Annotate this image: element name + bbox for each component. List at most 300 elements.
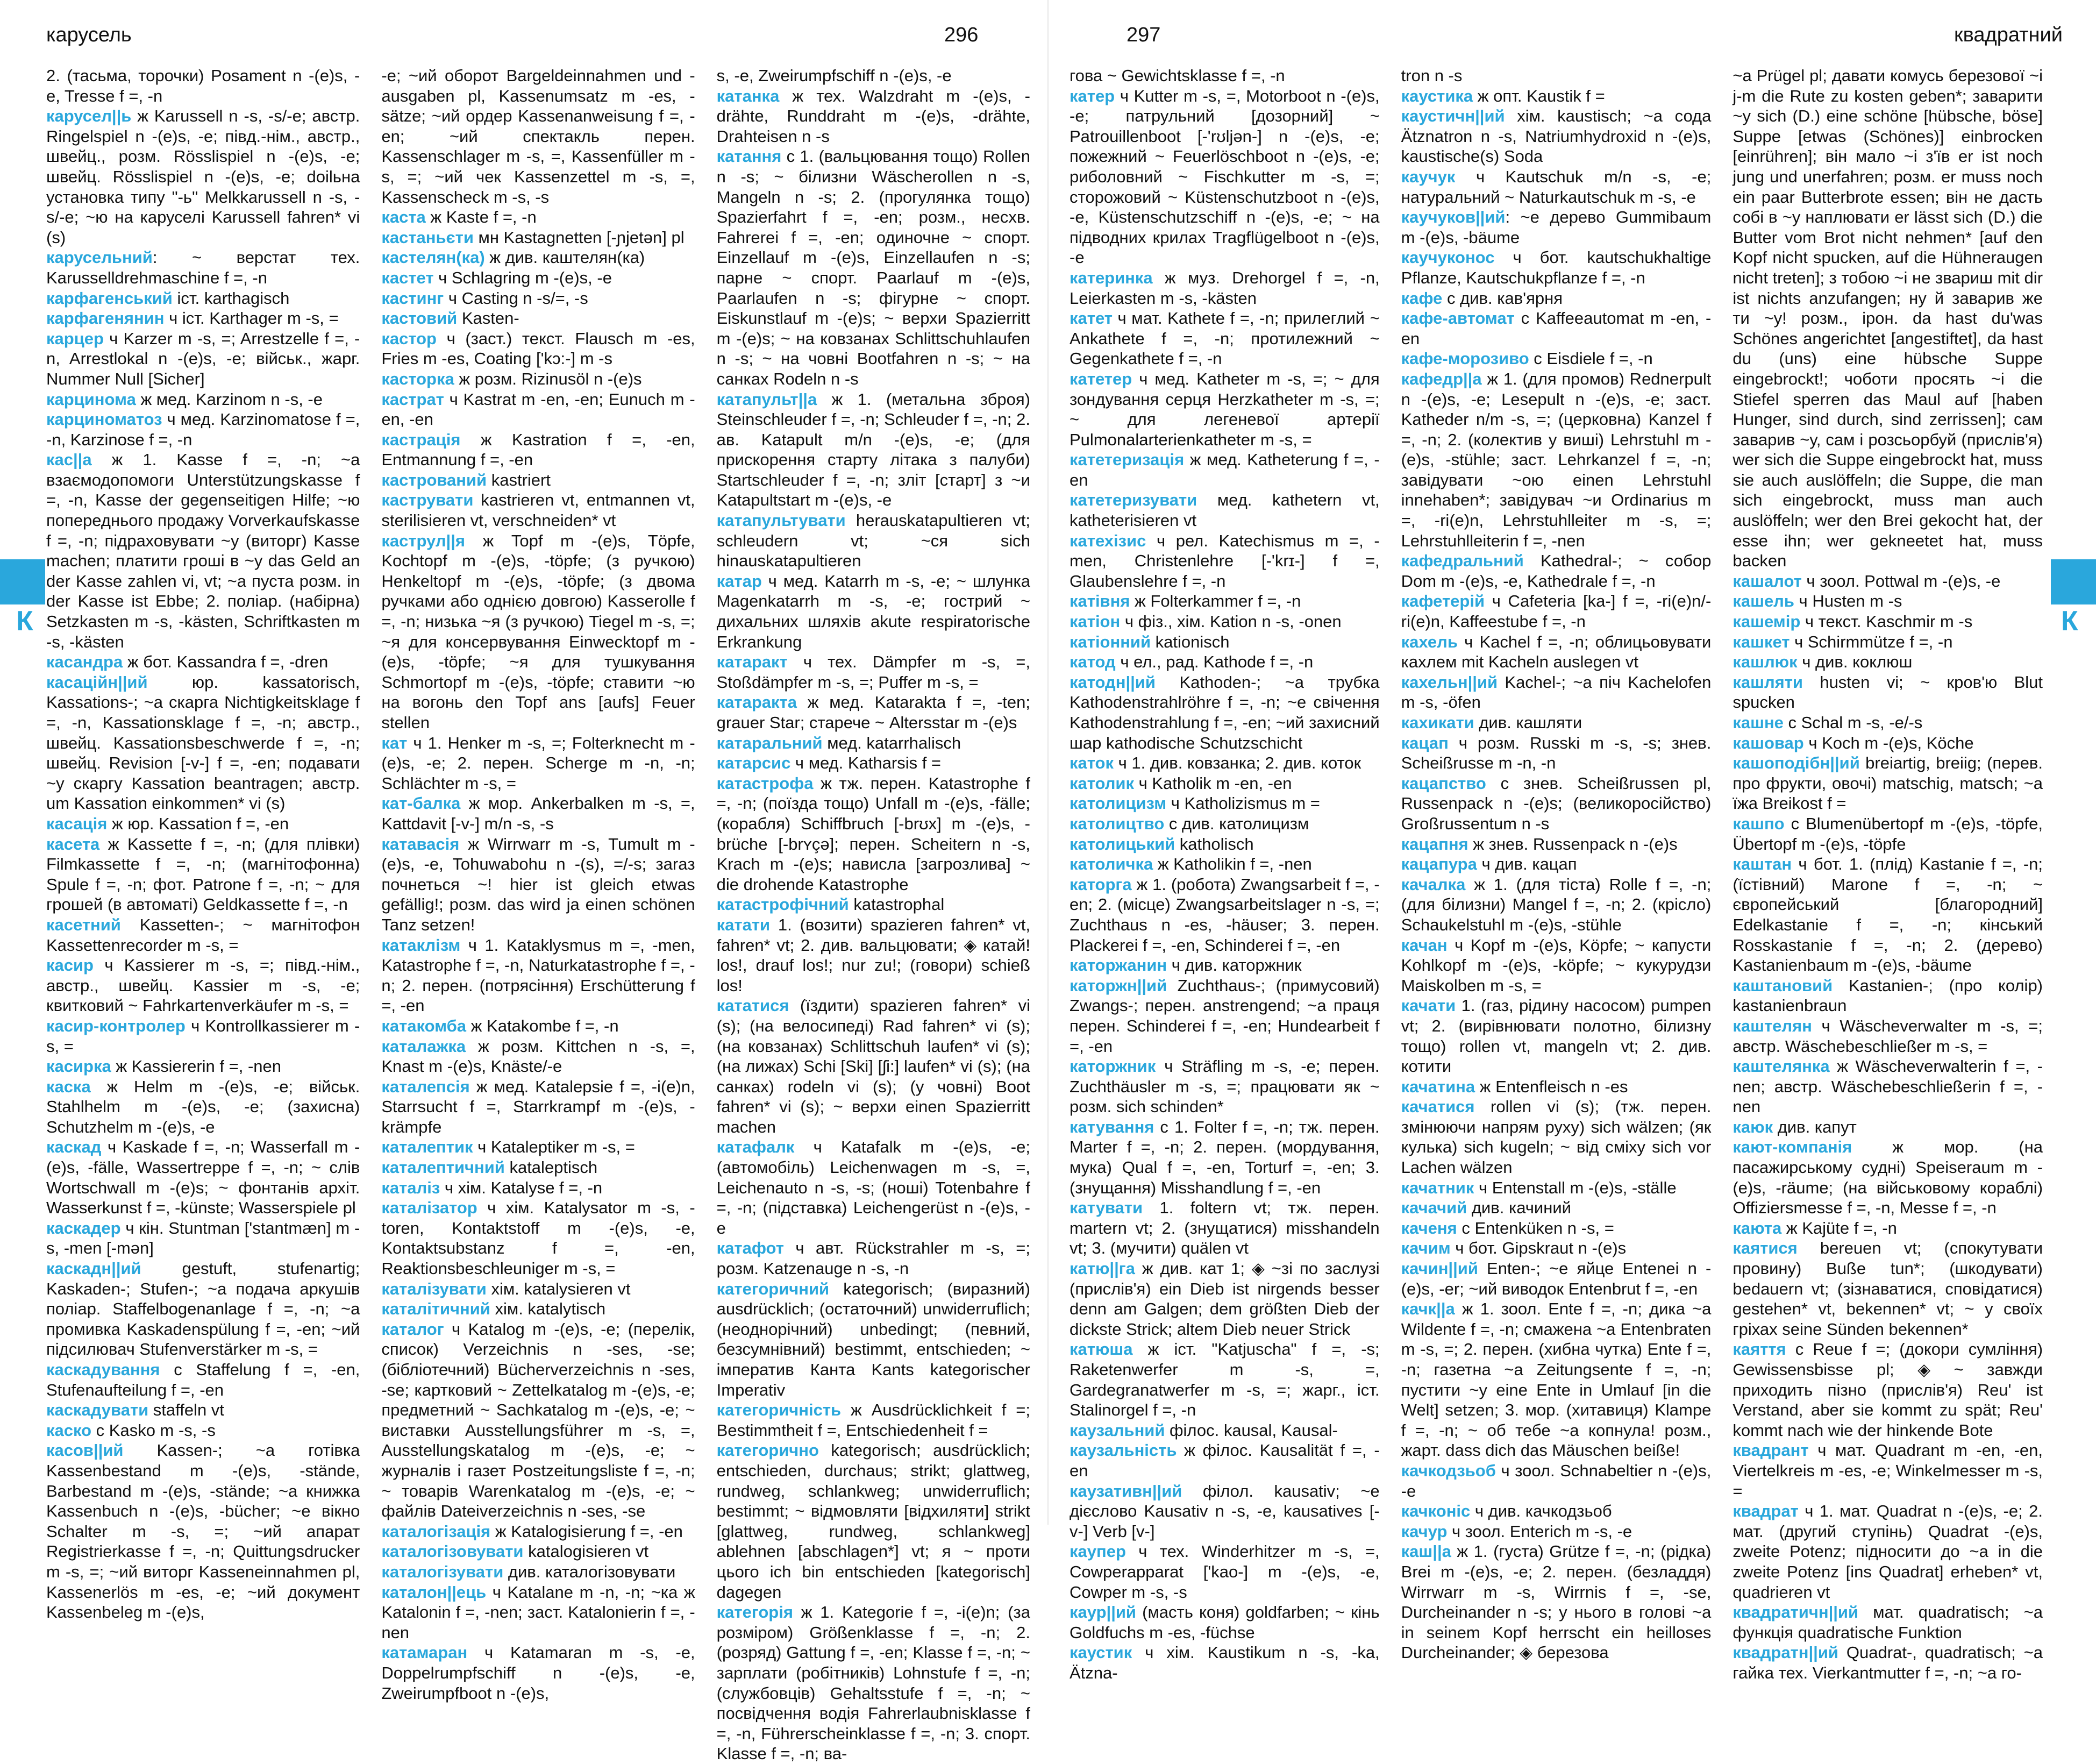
dictionary-entry <box>46 672 360 814</box>
dictionary-entry <box>381 1319 695 1521</box>
dictionary-entry <box>381 1582 695 1643</box>
entry-text: ч хім. Katalysator m -s, -toren, Kontaktstoff m -(e)s, -e, Kontaktsubstanz f =, -en, Reaktionsbeschleuniger m -s, = <box>381 1198 695 1278</box>
dictionary-entry <box>46 955 360 1016</box>
headword: катамаран <box>381 1643 468 1662</box>
entry-text: ч Karzer m -s, =; Arrestzelle f =, -n, Arrestlokal n -(e)s, -e; військ., жарг. Nummer Null [Sicher] <box>46 329 360 388</box>
headword: каторга <box>1070 874 1132 894</box>
dictionary-entry <box>381 1137 695 1157</box>
dictionary-entry <box>381 247 695 268</box>
headword: катіон <box>1070 612 1121 631</box>
dictionary-entry <box>717 510 1030 571</box>
headword: кацап <box>1401 733 1449 752</box>
headword: качачий <box>1401 1198 1467 1218</box>
headword: каторжн||ий <box>1070 976 1167 995</box>
headword: каустик <box>1070 1643 1132 1662</box>
headword: кахикати <box>1401 713 1474 732</box>
dictionary-entry <box>1733 753 2043 814</box>
entry-text: breiartig, breiig; (перев. про фрукти, овочі) matschig, matsch; ~а їжа Breikost f = <box>1733 753 2043 813</box>
dictionary-entry <box>1070 611 1380 632</box>
entry-text: хім. kaustisch; ~а сода Ätznatron n -s, Natriumhydroxid n -(e)s, kaustische(s) Soda <box>1401 106 1712 166</box>
entry-text: ж мор. Ankerbalken m -s, =, Kattdavit [-v-] m/n -s, -s <box>381 794 695 833</box>
headword: категоричність <box>716 1400 842 1420</box>
headword: каузативн||ий <box>1070 1481 1182 1500</box>
entry-text: ч див. качкодзьоб <box>1470 1502 1612 1521</box>
dictionary-entry <box>1401 773 1712 834</box>
entry-text: ч (заст.) текст. Flausch m -es, Fries m -es, Coating ['kɔ:-] m -s <box>381 329 695 368</box>
headword: каталогізувати <box>381 1562 504 1581</box>
headword: кашкет <box>1733 632 1790 651</box>
entry-text: с Staffelung f =, -en, Stufenaufteilung f =, -en <box>46 1360 360 1399</box>
dictionary-entry <box>381 389 695 430</box>
entry-text: ч Katamaran m -s, -e, Doppelrumpfschiff n -(e)s, -e, Zweirumpfboot n -(e)s, <box>381 1643 695 1703</box>
column-3 <box>716 66 1030 1763</box>
headword: катюша <box>1070 1340 1133 1359</box>
headword: карциноматоз <box>46 410 162 429</box>
headword: каскадн||ий <box>46 1259 141 1278</box>
dictionary-entry <box>381 227 695 248</box>
entry-text: ч мат. Kathete f =, -n; прилеглий ~ Ankathete f =, -n; протилежний ~ Gegenkathete f =, -n <box>1070 309 1380 368</box>
headword: католицький <box>1070 834 1175 853</box>
dictionary-entry <box>1733 571 2043 592</box>
entry-text: мед. kathetern vt, katheterisieren vt <box>1070 490 1380 530</box>
headword: касирка <box>46 1057 111 1076</box>
dictionary-entry <box>1733 1602 2043 1642</box>
dictionary-entry <box>1070 814 1380 834</box>
dictionary-entry <box>381 308 695 329</box>
dictionary-entry <box>1070 976 1380 1056</box>
headword: кашпо <box>1733 814 1785 833</box>
entry-text: Kassen-; ~а готівка Kassenbestand m -(e)s, -stände, Barbestand m -(e)s, -stände; ~а книжка Kassenbuch n -(e)s, -bücher; ~е вікно Schalter m -s, =; ~ий апарат Registrierkasse f =, -n; Quittungsdrucker m -s, =; ~ий виторг Kasseneinnahmen pl, Kassenerlös m -es, -e; ~ий документ Kassenbeleg m -(e)s, <box>46 1441 360 1622</box>
dictionary-entry <box>1733 1056 2043 1117</box>
headword: каупер <box>1070 1542 1126 1561</box>
dictionary-entry <box>1733 1440 2043 1501</box>
headword: каталітичний <box>381 1299 490 1319</box>
dictionary-entry <box>46 1077 360 1137</box>
entry-text: ч мед. Katarrh m -s, -e; ~ шлунка Magenkatarrh m -s, -e; гострий ~ дихальних шляхів akute respiratorische Erkrankung <box>716 571 1030 651</box>
headword: кат-балка <box>381 794 461 813</box>
entry-text: ч бот. kautschukhaltige Pflanze, Kautschukpflanze f =, -n <box>1401 248 1712 287</box>
dictionary-entry <box>381 733 695 794</box>
dictionary-entry <box>1733 1016 2043 1056</box>
entry-text: ж іст. "Katjuscha" f =, -s; Raketenwerfer m -s, =, Gardegranatwerfer m -s, =; жарг., іст. Stalinorgel f =, -n <box>1070 1340 1380 1420</box>
dictionary-entry <box>1401 1521 1712 1542</box>
dictionary-entry <box>717 1238 1030 1278</box>
headword: кафедр||а <box>1401 369 1482 388</box>
entry-text: с Eisdiele f =, -n <box>1529 349 1653 368</box>
entry-text: ч Katalog m -(e)s, -e; (перелік, список) Verzeichnis n -ses, -se; (бібліотечний) Bücherverzeichnis n -ses, -se; картковий ~ Zettelkatalog m -(e)s, -e; предметний ~ Sachkatalog m -(e)s, -e; ~ виставки Ausstellungsführer m -s, =, Ausstellungskatalog m -(e)s, -e; ~ журналів і газет Postzeitungsliste f =, -n; ~ товарів Warenkatalog m -(e)s, -e; ~ файлів Dateiverzeichnis n -ses, -se <box>381 1319 695 1521</box>
dictionary-entry <box>1733 1238 2043 1339</box>
dictionary-entry <box>1733 1117 2043 1137</box>
headword: катастрофа <box>716 773 814 793</box>
entry-text: ж Wäscheverwalterin f =, -nen; австр. Wäschebeschließerin f =, -nen <box>1733 1057 2043 1116</box>
dictionary-entry <box>46 1258 360 1360</box>
dictionary-entry <box>381 1077 695 1137</box>
dictionary-entry <box>1401 207 1712 247</box>
entry-text: ч фіз., хім. Kation n -s, -onen <box>1120 612 1342 631</box>
entry-text: ч зоол. Pottwal m -(e)s, -e <box>1801 571 2001 591</box>
headword: карцинома <box>46 389 136 409</box>
right-page <box>1048 0 2096 1682</box>
entry-text: хім. katalytisch <box>490 1299 606 1319</box>
headword: категорично <box>716 1441 819 1460</box>
entry-text: ч мат. Quadrant m -en, -en, Viertelkreis m -es, -e; Winkelmesser m -s, = <box>1733 1441 2043 1500</box>
dictionary-entry <box>717 1400 1030 1440</box>
headword: качим <box>1401 1239 1451 1258</box>
dictionary-entry <box>1070 1420 1380 1441</box>
entry-text: Enten-; ~е яйце Entenei n -(e)s, -er; ~ий виводок Entenbrut f =, -en <box>1401 1259 1712 1298</box>
dictionary-entry <box>46 1016 360 1056</box>
headword: кашалот <box>1733 571 1802 591</box>
column-2 <box>381 66 695 1703</box>
entry-text: herauskatapultieren vt; schleudern vt; ~ся sich hinauskatapultieren <box>716 511 1030 571</box>
entry-text: ч Koch m -(e)s, Köche <box>1803 733 1974 752</box>
dictionary-entry <box>1401 733 1712 773</box>
headword: каскад <box>46 1137 102 1157</box>
dictionary-entry <box>381 1198 695 1278</box>
dictionary-entry <box>717 894 1030 915</box>
entry-text: ж див. кат 1; ◈ ~зі по заслузі (прислів'я) ein Dieb ist nirgends besser denn am Galgen; dem größten Dieb der dickste Strick; altem Dieb neuer Strick <box>1070 1259 1380 1339</box>
headword: категорія <box>716 1603 793 1622</box>
headword: кастелян(ка) <box>381 248 485 267</box>
dictionary-entry <box>381 268 695 288</box>
dictionary-entry <box>1401 995 1712 1076</box>
entry-text: ч мед. Katharsis f = <box>790 753 942 773</box>
dictionary-entry <box>1401 106 1712 167</box>
dictionary-entry <box>1401 1198 1712 1218</box>
headword: качконіс <box>1401 1502 1471 1521</box>
dictionary-entry <box>1401 1178 1712 1198</box>
entry-text: ж Kassette f =, -n; (для плівки) Filmkassette f =, -n; (магнітофонна) Spule f =, -n; фот. Patrone f =, -n; ~ для грошей (в автоматі) Geldkassette f =, -n <box>46 834 360 914</box>
entry-text: ч Schlagring m -(e)s, -e <box>433 268 612 287</box>
entry-text: ч Cafeteria [ka-] f =, -ri(e)n/-ri(e)n, Kaffeestube f =, -n <box>1401 592 1712 631</box>
entry-text: katholisch <box>1175 834 1254 853</box>
entry-text: Kastanien-; (про колір) kastanienbraun <box>1733 976 2043 1015</box>
dictionary-entry <box>1070 1642 1380 1683</box>
entry-text: с Blumenübertopf m -(e)s, -töpfe, Übertopf m -(e)s, -töpfe <box>1733 814 2043 853</box>
entry-text: ч зоол. Enterich m -s, -e <box>1447 1521 1632 1541</box>
entry-text: ч бот. 1. (плід) Kastanie f =, -n; (їстівний) Marone f =, -n; ~ європейський [благородний] Edelkastanie f =, -n; кінський Rosskastanie f =, -n; 2. (дерево) Kastanienbaum m -(e)s, -bäume <box>1733 855 2043 975</box>
entry-text: с Entenküken n -s, = <box>1457 1218 1614 1237</box>
headword: катафалк <box>716 1137 795 1157</box>
headword: кастор <box>381 329 437 348</box>
entry-text: Kathedral-; ~ собор Dom m -(e)s, -e, Kathedrale f =, -n <box>1401 551 1712 591</box>
headword: каштановий <box>1733 976 1833 995</box>
entry-text: (масть коня) goldfarben; ~ кінь Goldfuchs m -es, -füchse <box>1070 1603 1380 1642</box>
dictionary-entry <box>1401 308 1712 348</box>
entry-text: ч Kassierer m -s, =; півд.-нім., австр., швейц. Kassier m -s, -e; квитковий ~ Fahrkartenverkäufer m -s, = <box>46 956 360 1015</box>
dictionary-entry <box>717 995 1030 1137</box>
entry-text: ч див. кацап <box>1477 855 1577 874</box>
dictionary-entry <box>1070 308 1380 369</box>
entry-text: ж Ausdrücklichkeit f =; Bestimmtheit f =, Entschiedenheit f = <box>716 1400 1030 1440</box>
dictionary-entry <box>1070 490 1380 530</box>
headword: качатник <box>1401 1178 1474 1197</box>
headword: каста <box>381 208 426 227</box>
headword: катаракта <box>716 693 797 712</box>
dictionary-entry <box>1733 591 2043 611</box>
dictionary-entry <box>381 834 695 935</box>
dictionary-entry <box>1070 773 1380 794</box>
entry-text: ч ел., рад. Kathode f =, -n <box>1115 652 1314 672</box>
headword: каучуков||ий <box>1401 208 1506 227</box>
dictionary-entry <box>717 652 1030 692</box>
entry-text: с Kaffeeautomat m -en, -en <box>1401 309 1712 348</box>
headword: катет <box>1070 309 1113 328</box>
dictionary-entry <box>46 1218 360 1258</box>
headword: каталажка <box>381 1036 466 1056</box>
dictionary-entry <box>1070 1541 1380 1602</box>
entry-text: ж знев. Russenpack n -(e)s <box>1468 834 1678 853</box>
left-page <box>0 0 1048 1763</box>
page-number-left: 296 <box>944 24 979 46</box>
section-tab-right <box>2051 559 2096 604</box>
entry-text: ч мед. Karzinomatose f =, -n, Karzinose f =, -n <box>46 410 360 449</box>
entry-text: ж 1. зоол. Ente f =, -n; дика ~а Wildente f =, -n; смажена ~а Entenbraten m -s, =; 2. перен. (хибна чутка) Ente f =, -n; газетна ~а Zeitungsente f =, -n; пустити ~у eine Ente in Umlauf [in die Welt] setzen; 3. мор. (хитавиця) Klampe f =, -n; ~ об тебе ~а копнула! розм., жарт. dass dich das Mäuschen beiße! <box>1401 1299 1712 1460</box>
entry-text: див. каталогізовувати <box>503 1562 676 1581</box>
entry-text: ч хім. Kaustikum n -s, -ka, Ätzna- <box>1070 1643 1380 1682</box>
headword: катастрофічний <box>716 895 849 914</box>
entry-text: rollen vi (s); (тж. перен. змінюючи напрям руху) sich wälzen; (як кулька) sich kugeln; ~ від сміху sich vor Lachen wälzen <box>1401 1097 1712 1177</box>
headword: кат <box>381 733 408 752</box>
entry-text: s, -e, Zweirumpfschiff n -(e)s, -e <box>716 66 952 85</box>
entry-text: ч рел. Katechismus m =, -men, Christenlehre [-'krɪ-] f =, Glaubenslehre f =, -n <box>1070 531 1380 591</box>
dictionary-entry <box>1401 551 1712 591</box>
headword: касир <box>46 956 94 975</box>
dictionary-entry <box>381 531 695 733</box>
dictionary-entry <box>381 1036 695 1077</box>
entry-text: с 1. (вальцювання тощо) Rollen n -s; ~ білизни Wäscherollen n -s, Mangeln n -s; 2. (прогулянка тощо) Spazierfahrt f =, -en; розм., несхв. Fahrerei f =, -en; одиночне ~ спорт. Einzellauf m -(e)s, Einzellaufen n -s; парне ~ спорт. Paarlauf m -(e)s, Paarlaufen n -s; фігурне ~ спорт. Eiskunstlauf m -(e)s; ~ верхи Spazierritt m -(e)s; ~ на ковзанах Schlittschuhlaufen n -s; ~ на човні Bootfahren n -s; ~ на санках Rodeln n -s <box>716 147 1030 388</box>
entry-text: ж розм. Kittchen n -s, =, Knast m -(e)s, Knäste/-e <box>381 1036 695 1076</box>
dictionary-entry <box>1070 591 1380 611</box>
headword: касов||ий <box>46 1441 124 1460</box>
entry-text: ж розм. Rizinusöl n -(e)s <box>454 369 642 388</box>
entry-text: гова ~ Gewichtsklasse f =, -n <box>1070 66 1285 85</box>
headword: кают-компанія <box>1733 1137 1852 1157</box>
dictionary-entry <box>717 915 1030 995</box>
headword: катод <box>1070 652 1116 672</box>
headword: квадрат <box>1733 1502 1799 1521</box>
dictionary-entry <box>381 935 695 1016</box>
entry-text: див. кашляти <box>1474 713 1582 732</box>
headword: кастет <box>381 268 434 287</box>
dictionary-entry <box>46 1360 360 1400</box>
headword: каштелянка <box>1733 1057 1830 1076</box>
headword: качкодзьоб <box>1401 1461 1496 1480</box>
headword: касета <box>46 834 100 853</box>
dictionary-entry <box>46 106 360 247</box>
headword: кастрат <box>381 389 444 409</box>
dictionary-entry <box>1733 854 2043 976</box>
entry-text: ж Kastration f =, -en, Entmannung f =, -en <box>381 430 695 470</box>
dictionary-entry <box>1070 753 1380 773</box>
dictionary-entry <box>381 1642 695 1703</box>
headword: касація <box>46 814 108 833</box>
dictionary-entry <box>1401 247 1712 288</box>
headword: каталогізовувати <box>381 1542 524 1561</box>
dictionary-entry <box>46 834 360 915</box>
entry-text: ж див. каштелян(ка) <box>484 248 645 267</box>
headword: катар <box>716 571 762 591</box>
dictionary-entry <box>1401 66 1712 86</box>
entry-text: ж мед. Katarakta f =, -ten; grauer Star; старече ~ Altersstar m -(e)s <box>716 693 1030 732</box>
entry-text: ч зоол. Schnabeltier n -(e)s, -e <box>1401 1461 1712 1500</box>
dictionary-entry <box>1401 167 1712 207</box>
entry-text: ж Wirrwarr m -s, Tumult m -(e)s, -e, Tohuwabohu n -(s), =/-s; заraз почнеться ~! hier ist gleich etwas gefällig!; розм. das wird ja einen schönen Tanz setzen! <box>381 834 695 934</box>
entry-text: мн Kastagnetten [-ɲjetən] pl <box>473 227 685 247</box>
entry-text: ж 1. Kasse f =, -n; ~а взаємодопомоги Unterstützungskasse f =, -n, Kasse der gegenseitigen Hilfe; ~ю попереднього продажу Vorverkaufskasse f =, -n; підраховувати ~у (виторг) Kasse machen; платити гроші в ~у das Geld an der Kasse zahlen vi, vt; ~а пуста розм. in der Kasse ist Ebbe; 2. поліар. (набірна) Setzkasten m -s, -kästen, Schriftkasten m -s, -kästen <box>46 450 360 651</box>
entry-text: staffeln vt <box>148 1400 224 1420</box>
dictionary-entry <box>1401 1258 1712 1299</box>
headword: каталізувати <box>381 1279 487 1298</box>
dictionary-entry <box>46 1137 360 1218</box>
headword: катакомба <box>381 1016 467 1035</box>
entry-text: ч кін. Stuntman ['stantmæn] m -s, -men [-mən] <box>46 1218 360 1258</box>
headword: кашель <box>1733 592 1794 611</box>
entry-text: ж Entenfleisch n -es <box>1475 1077 1628 1096</box>
entry-text: kataleptisch <box>504 1158 598 1177</box>
dictionary-entry <box>1401 854 1712 874</box>
dictionary-entry <box>1070 632 1380 652</box>
dictionary-entry <box>1070 1056 1380 1117</box>
entry-text: ч Schirmmütze f =, -n <box>1790 632 1953 651</box>
dictionary-entry <box>1070 874 1380 955</box>
headword: касандра <box>46 652 123 672</box>
dictionary-entry <box>46 1400 360 1420</box>
dictionary-entry <box>1070 450 1380 490</box>
dictionary-entry <box>46 308 360 329</box>
column-4 <box>1070 66 1380 1682</box>
headword: каюта <box>1733 1218 1782 1237</box>
dictionary-entry <box>1070 1602 1380 1642</box>
dictionary-entry <box>46 1420 360 1441</box>
headword: каустика <box>1401 86 1473 105</box>
dictionary-entry <box>1733 713 2043 733</box>
dictionary-entry <box>1401 834 1712 855</box>
headword: квадратн||ий <box>1733 1643 1838 1662</box>
dictionary-entry <box>1070 1258 1380 1339</box>
entry-text: ж мед. Karzinom n -s, -e <box>136 389 323 409</box>
entry-text: ж юр. Kassation f =, -en <box>107 814 289 833</box>
entry-text: ч Kataleptiker m -s, = <box>473 1137 635 1157</box>
dictionary-entry <box>381 288 695 309</box>
dictionary-entry <box>1070 268 1380 308</box>
dictionary-entry <box>46 247 360 288</box>
headword: катати <box>716 915 771 934</box>
entry-text: див. качиний <box>1467 1198 1571 1218</box>
headword: кастовий <box>381 309 458 328</box>
dictionary-entry <box>717 692 1030 732</box>
dictionary-entry <box>1733 976 2043 1016</box>
dictionary-entry <box>1070 672 1380 753</box>
entry-text: ч Kutter m -s, =, Motorboot n -(e)s, -e; патрульний [дозорний] ~ Patrouillenboot [-'rʊljən-] n -(e)s, -e; пожежний ~ Feuerlöschboot n -(e)s, -e; риболовний ~ Fischkutter m -s, =; сторожовий ~ Küstenschutzboot n -(e)s, -e, Küstenschutzschiff n -(e)s, -e; ~ на підводних крилах Tragflügelboot n -(e)s, -e <box>1070 86 1380 267</box>
dictionary-entry <box>1070 66 1380 86</box>
dictionary-entry <box>381 1541 695 1562</box>
dictionary-entry <box>717 1137 1030 1238</box>
dictionary-entry <box>717 86 1030 147</box>
headword: катапультувати <box>716 511 846 530</box>
dictionary-entry <box>381 207 695 227</box>
entry-text: ж Kajüte f =, -n <box>1781 1218 1897 1237</box>
headword: катю||га <box>1070 1259 1135 1278</box>
headword: каскадер <box>46 1218 121 1237</box>
headword: катаклізм <box>381 935 461 955</box>
headword: каштелян <box>1733 1016 1812 1035</box>
entry-text: Kasten- <box>457 309 519 328</box>
dictionary-entry <box>46 814 360 834</box>
headword: катаракт <box>716 652 788 672</box>
headword: каталізатор <box>381 1198 477 1218</box>
headword: катодн||ий <box>1070 672 1156 692</box>
entry-text: 1. (газ, рідину насосом) pumpen vt; 2. (вирівнювати полотно, білизну тощо) rollen vt, mangeln vt; 2. див. котити <box>1401 996 1712 1076</box>
entry-text: ~а Prügel pl; давати комусь березової ~і j-m die Rute zu kosten geben*; заварити ~у sich (D.) eine schöne [hübsche, böse] Suppe [etwas (Schönes)] einbrocken [einrühren]; він мало ~і з'їв er ist noch jung und unerfahren; розм. er muss noch ein paar Butterbrote essen; він не дасть собі в ~у наплювати er lässt sich (D.) die Butter vom Brot nicht nehmen* [auf den Kopf nicht spucken, auf die Hühneraugen nicht treten]; з тобою ~і не звариш mit dir ist nichts anzufangen; ну й заварив же ти ~у! розм., ірон. da hast du'was Schönes angerichtet [angestiftet], da hast du (uns) eine hübsche Suppe eingebrockt!; чоботи просять ~і die Stiefel sperren das Maul auf [haben Hunger, sind durch, sind zerrissen]; сам заварив ~у, сам і розсьорбуй (прислів'я) wer sich die Suppe eingebrockt hat, muss sie auch auslöffeln; die Suppe, die man sich eingebrockt, muss man auch auslöffeln; wer den Brei gekocht hat, der esse ihn; wer gekneetet hat, muss backen <box>1733 66 2043 571</box>
dictionary-entry <box>717 1602 1030 1764</box>
headword: каузальність <box>1070 1441 1177 1460</box>
headword: катавасія <box>381 834 460 853</box>
entry-text: ч Casting n -s/=, -s <box>444 288 588 308</box>
headword: каятися <box>1733 1239 1798 1258</box>
entry-text: с знев. Scheißrussen pl, Russenpack n -(e)s; (великоросійство) Großrussentum n -s <box>1401 773 1712 833</box>
dictionary-entry <box>1733 1137 2043 1218</box>
entry-text: katastrophal <box>849 895 945 914</box>
headword: каяття <box>1733 1340 1786 1359</box>
headword: карфагенянин <box>46 309 165 328</box>
dictionary-entry <box>381 470 695 490</box>
dictionary-entry <box>1070 854 1380 874</box>
entry-text: ж Kassiererin f =, -nen <box>111 1057 281 1076</box>
column-6 <box>1733 66 2043 1682</box>
headword: катапульт||а <box>716 389 817 409</box>
dictionary-entry <box>1733 814 2043 854</box>
entry-text: kastriert <box>487 470 551 489</box>
entry-text: ж 1. Kategorie f =, -i(e)n; (за розміром) Größenklasse f =, -n; 2. (розряд) Gattung f =, -en; Klasse f =, -n; ~ зарплати (робітників) Lohnstufe f =, -n; (службовців) Gehaltsstufe f =, -n; ~ посвідчення водія Fahrerlaubnisklasse f =, -n, Führerscheinklasse f =, -n; 3. спорт. Klasse f =, -n; ва- <box>716 1603 1030 1763</box>
entry-text: ж мед. Katalepsie f =, -i(e)n, Starrsucht f =, Starrkrampf m -(e)s, -krämpfe <box>381 1077 695 1136</box>
dictionary-entry <box>717 146 1030 389</box>
headword: катер <box>1070 86 1115 105</box>
right-page-columns <box>1070 66 2043 1682</box>
headword: катувати <box>1070 1198 1143 1218</box>
headword: каскадування <box>46 1360 160 1379</box>
headword: катетеризувати <box>1070 490 1197 510</box>
headword: каченя <box>1401 1218 1457 1237</box>
dictionary-entry <box>717 1279 1030 1400</box>
dictionary-entry <box>46 1440 360 1622</box>
dictionary-entry <box>1070 1440 1380 1481</box>
headword: качан <box>1401 935 1448 955</box>
dictionary-entry <box>1401 874 1712 935</box>
dictionary-entry <box>381 430 695 470</box>
entry-text: див. капут <box>1773 1117 1857 1136</box>
headword: кашоподібн||ий <box>1733 753 1860 773</box>
dictionary-entry <box>381 1299 695 1319</box>
section-letter-left: К <box>16 606 33 637</box>
dictionary-entry <box>1733 1501 2043 1602</box>
dictionary-entry <box>717 733 1030 753</box>
entry-text: ж мед. Katheterung f =, -en <box>1070 450 1380 489</box>
entry-text: : ~ верстат тех. Karusselldrehmaschine f =, -n <box>46 248 360 287</box>
headword: кашовар <box>1733 733 1804 752</box>
headword: каскадувати <box>46 1400 149 1420</box>
headword: катафот <box>716 1239 784 1258</box>
entry-text: ж муз. Drehorgel f =, -n, Leierkasten m -s, -kästen <box>1070 268 1380 308</box>
page-number-right: 297 <box>1127 24 1161 46</box>
entry-text: ж мор. (на пасажирському судні) Speiseraum m -(e)s, -räume; (на військовому кораблі) Offiziersmesse f =, -n, Messe f =, -n <box>1733 1137 2043 1218</box>
entry-text: ж тех. Walzdraht m -(e)s, -drähte, Runddraht m -(e)s, -drähte, Drahteisen n -s <box>716 86 1030 146</box>
entry-text: ч див. каторжник <box>1167 956 1302 975</box>
headword: карусельний <box>46 248 153 267</box>
headword: каучук <box>1401 167 1456 186</box>
headword: касторка <box>381 369 454 388</box>
dictionary-entry <box>1070 834 1380 855</box>
